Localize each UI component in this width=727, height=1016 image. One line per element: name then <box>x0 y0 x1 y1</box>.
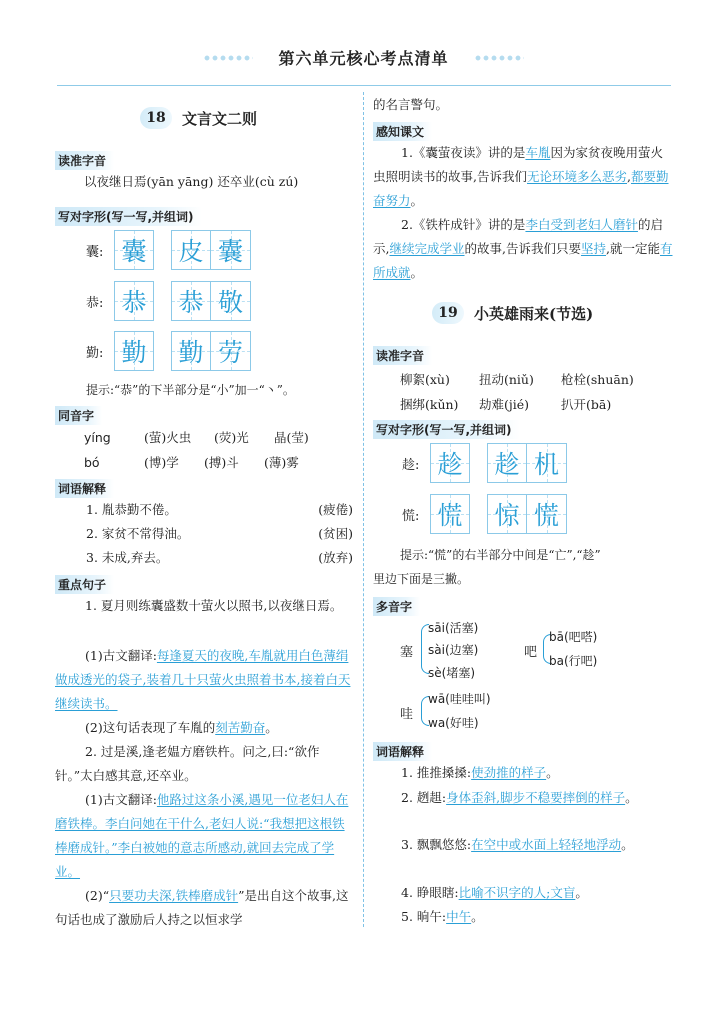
section-label-writing: 写对字形(写一写,并组词) <box>55 207 202 226</box>
key-sentence-1-q2: (2)这句话表现了车胤的刻苦勤奋。 <box>85 720 278 735</box>
vocab-item: 5. 晌午:中午。 <box>401 909 484 924</box>
key-sentence-1-translation: (1)古文翻译:每逢夏天的夜晚,车胤就用白色薄绢做成透光的袋子,装着几十只萤火虫照着书本,接着白天继续读书。 <box>55 648 351 711</box>
lesson-name: 小英雄雨来(节选) <box>474 304 594 323</box>
section-label-key-sentences: 重点句子 <box>55 575 114 594</box>
homophone-row: bó (博)学 (搏)斗 (薄)雾 <box>84 455 299 470</box>
section-label-pronunciation: 读准字音 <box>373 346 432 365</box>
vocab-item: 4. 睁眼瞎:比喻不识字的人;文盲。 <box>401 885 588 900</box>
polyphone-reading: wā(哇哇叫) <box>428 692 491 706</box>
homophone-row: yíng (萤)火虫 (荧)光 晶(莹) <box>84 430 309 445</box>
vocab-item: 1. 推推搡搡:使劲推的样子。 <box>401 765 559 780</box>
perceive-paragraph-2: 2.《铁杵成针》讲的是李白受到老妇人磨针的启示,继续完成学业的故事,告诉我们只要坚持,就一定能有所成就。 <box>373 217 673 280</box>
pronunciation-row: 柳絮(xù) 扭动(niǔ) 枪栓(shuān) <box>400 372 634 387</box>
writing-row <box>86 331 251 371</box>
writing-box: 囊 <box>211 230 251 270</box>
page-title: 第六单元核心考点清单 <box>278 49 449 68</box>
writing-row-label: 慌: <box>402 508 420 524</box>
writing-row <box>86 230 251 270</box>
key-sentence-2: 2. 过是溪,逢老媪方磨铁杵。问之,曰:“欲作针。”太白感其意,还卒业。 <box>55 744 320 783</box>
writing-row-label: 囊: <box>86 244 104 260</box>
writing-box: 劳 <box>211 331 251 371</box>
writing-box: 勤 <box>171 331 211 371</box>
perceive-paragraph-1: 1.《囊萤夜读》讲的是车胤因为家贫夜晚用萤火虫照明读书的故事,告诉我们无论环境多么恶劣,都要勤奋努力。 <box>373 145 669 208</box>
section-label-writing: 写对字形(写一写,并组词) <box>373 420 520 439</box>
section-label-perceive: 感知课文 <box>373 122 432 141</box>
key-sentence-1: 1. 夏月则练囊盛数十萤火以照书,以夜继日焉。 <box>85 598 343 613</box>
writing-row <box>86 281 251 321</box>
vocab-item: 2. 趔趄:身体歪斜,脚步不稳要摔倒的样子。 <box>401 790 638 805</box>
decorative-dots-right <box>474 55 524 61</box>
writing-box: 皮 <box>171 230 211 270</box>
pronunciation-line: 以夜继日焉(yān yāng) 还卒业(cù zú) <box>84 174 299 189</box>
writing-box: 机 <box>527 443 567 483</box>
vocab-item: 1. 胤恭勤不倦。 (疲倦) <box>86 502 353 517</box>
vocab-item: 3. 未成,弃去。 (放弃) <box>86 550 353 565</box>
vocab-item: 3. 飘飘悠悠:在空中或水面上轻轻地浮动。 <box>401 837 634 852</box>
writing-tip: 提示:“慌”的右半部分中间是“亡”,“趁” <box>400 548 601 562</box>
section-label-pronunciation: 读准字音 <box>55 151 114 170</box>
writing-box: 囊 <box>114 230 154 270</box>
polyphone-char: 吧 <box>524 645 538 660</box>
continued-text: 的名言警句。 <box>373 97 449 112</box>
writing-row-label: 趁: <box>402 457 420 473</box>
writing-box: 惊 <box>487 494 527 534</box>
page-header <box>0 38 727 70</box>
writing-box: 慌 <box>430 494 470 534</box>
writing-box: 慌 <box>527 494 567 534</box>
writing-box: 恭 <box>171 281 211 321</box>
lesson-number: 18 <box>140 107 172 129</box>
polyphone-reading: wa(好哇) <box>428 716 479 730</box>
section-label-vocab: 词语解释 <box>373 742 432 761</box>
writing-box: 趁 <box>430 443 470 483</box>
polyphone-char: 塞 <box>400 645 414 660</box>
writing-box: 勤 <box>114 331 154 371</box>
writing-tip: 提示:“恭”的下半部分是“小”加一“丶”。 <box>86 383 295 397</box>
lesson-number: 19 <box>432 302 464 324</box>
writing-row <box>402 494 567 534</box>
polyphone-reading: ba(行吧) <box>549 654 598 668</box>
polyphone-reading: sài(边塞) <box>428 643 479 657</box>
section-label-homophones: 同音字 <box>55 406 102 425</box>
key-sentence-2-q2: (2)“只要功夫深,铁棒磨成针”是出自这个故事,这句话也成了激励后人持之以恒求学 <box>55 888 349 927</box>
lesson-18-title <box>140 107 257 129</box>
writing-row-label: 勤: <box>86 345 104 361</box>
section-label-vocab: 词语解释 <box>55 479 114 498</box>
writing-row-label: 恭: <box>86 295 104 311</box>
polyphone-reading: sè(堵塞) <box>428 666 475 680</box>
section-label-polyphone: 多音字 <box>373 597 420 616</box>
pronunciation-row: 捆绑(kǔn) 劫难(jié) 扒开(bā) <box>400 397 612 412</box>
vocab-item: 2. 家贫不常得油。 (贫困) <box>86 526 353 541</box>
writing-box: 趁 <box>487 443 527 483</box>
key-sentence-2-translation: (1)古文翻译:他路过这条小溪,遇见一位老妇人在磨铁棒。李白问她在干什么,老妇人说:“我想把这根铁棒磨成针。”李白被她的意志所感动,就回去完成了学业。 <box>55 792 349 879</box>
writing-box: 敬 <box>211 281 251 321</box>
polyphone-reading: sāi(活塞) <box>428 621 479 635</box>
writing-box: 恭 <box>114 281 154 321</box>
header-divider <box>57 85 671 86</box>
lesson-19-title <box>432 302 593 324</box>
polyphone-reading: bā(吧嗒) <box>549 630 598 644</box>
column-divider <box>363 92 364 927</box>
polyphone-char: 哇 <box>400 707 414 722</box>
writing-row <box>402 443 567 483</box>
writing-tip: 里边下面是三撇。 <box>373 572 470 586</box>
lesson-name: 文言文二则 <box>182 109 258 128</box>
